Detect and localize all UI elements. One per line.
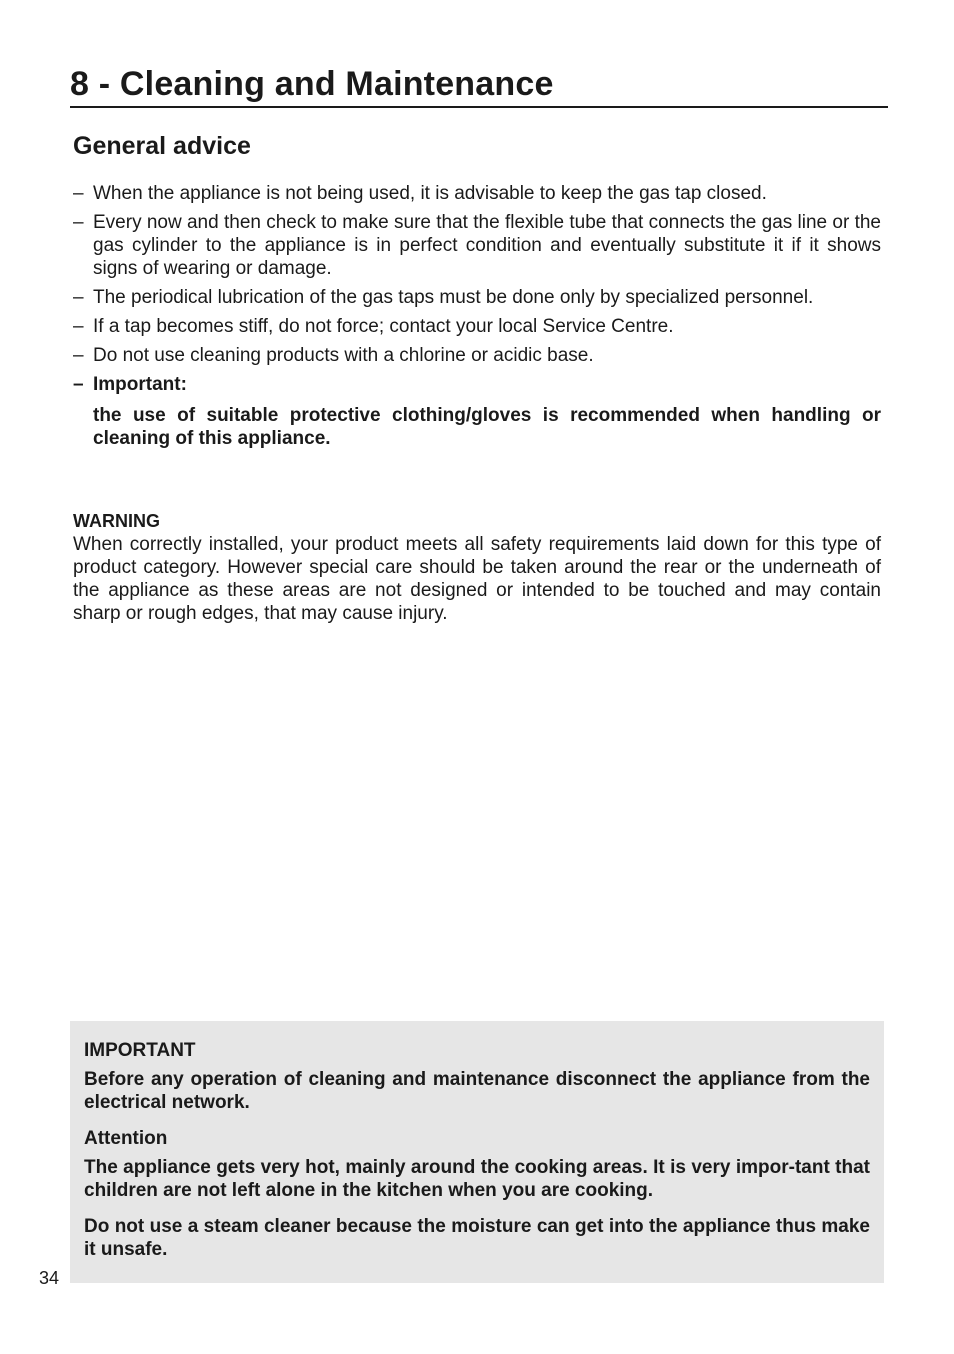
- bullet-dash: –: [73, 374, 84, 395]
- bullet-dash: –: [73, 316, 84, 337]
- list-item-text: When the appliance is not being used, it is advisable to keep the gas tap closed.: [93, 183, 767, 204]
- bullet-dash: –: [73, 287, 84, 308]
- attention-text-1: The appliance gets very hot, mainly around the cooking areas. It is very impor-tant that children are not left alone in the kitchen when you are cooking.: [84, 1157, 870, 1201]
- list-item: [73, 286, 881, 309]
- section-title: General advice: [73, 132, 251, 160]
- important-box: [70, 1021, 884, 1283]
- important-box-content: [84, 1039, 870, 1261]
- bullet-dash: –: [73, 345, 84, 366]
- important-box-text: Before any operation of cleaning and maintenance disconnect the appliance from the electrical network.: [84, 1069, 870, 1113]
- page-number: 34: [39, 1268, 60, 1288]
- important-box-heading: IMPORTANT: [84, 1040, 196, 1061]
- important-note: the use of suitable protective clothing/gloves is recommended when handling or cleaning of this appliance.: [93, 405, 881, 449]
- list-item-text: Do not use cleaning products with a chlorine or acidic base.: [93, 345, 594, 366]
- page-title: 8 - Cleaning and Maintenance: [70, 64, 888, 108]
- warning-heading: WARNING: [73, 511, 160, 531]
- attention-text-2: Do not use a steam cleaner because the moisture can get into the appliance thus make it unsafe.: [84, 1216, 870, 1260]
- list-item: [73, 315, 881, 338]
- list-item: [73, 211, 881, 280]
- list-item-text: The periodical lubrication of the gas taps must be done only by specialized personnel.: [93, 287, 814, 308]
- list-item: [73, 182, 881, 205]
- attention-heading: Attention: [84, 1128, 168, 1149]
- list-item-text: Every now and then check to make sure that the flexible tube that connects the gas line or the gas cylinder to the appliance is in perfect condition and eventually substitute it if it shows signs of wearing or damage.: [93, 212, 881, 279]
- bullet-dash: –: [73, 212, 84, 233]
- advice-list: [73, 182, 881, 402]
- list-item: [73, 344, 881, 367]
- important-list-item: [73, 373, 881, 396]
- list-item-text: If a tap becomes stiff, do not force; contact your local Service Centre.: [93, 316, 674, 337]
- warning-text: When correctly installed, your product meets all safety requirements laid down for this type of product category. However special care should be taken around the rear or the underneath of the appliance as these areas are not designed or intended to be touched and may contain sharp or rough edges, that may cause injury.: [73, 534, 881, 624]
- bullet-dash: –: [73, 183, 84, 204]
- important-label: Important:: [93, 374, 187, 395]
